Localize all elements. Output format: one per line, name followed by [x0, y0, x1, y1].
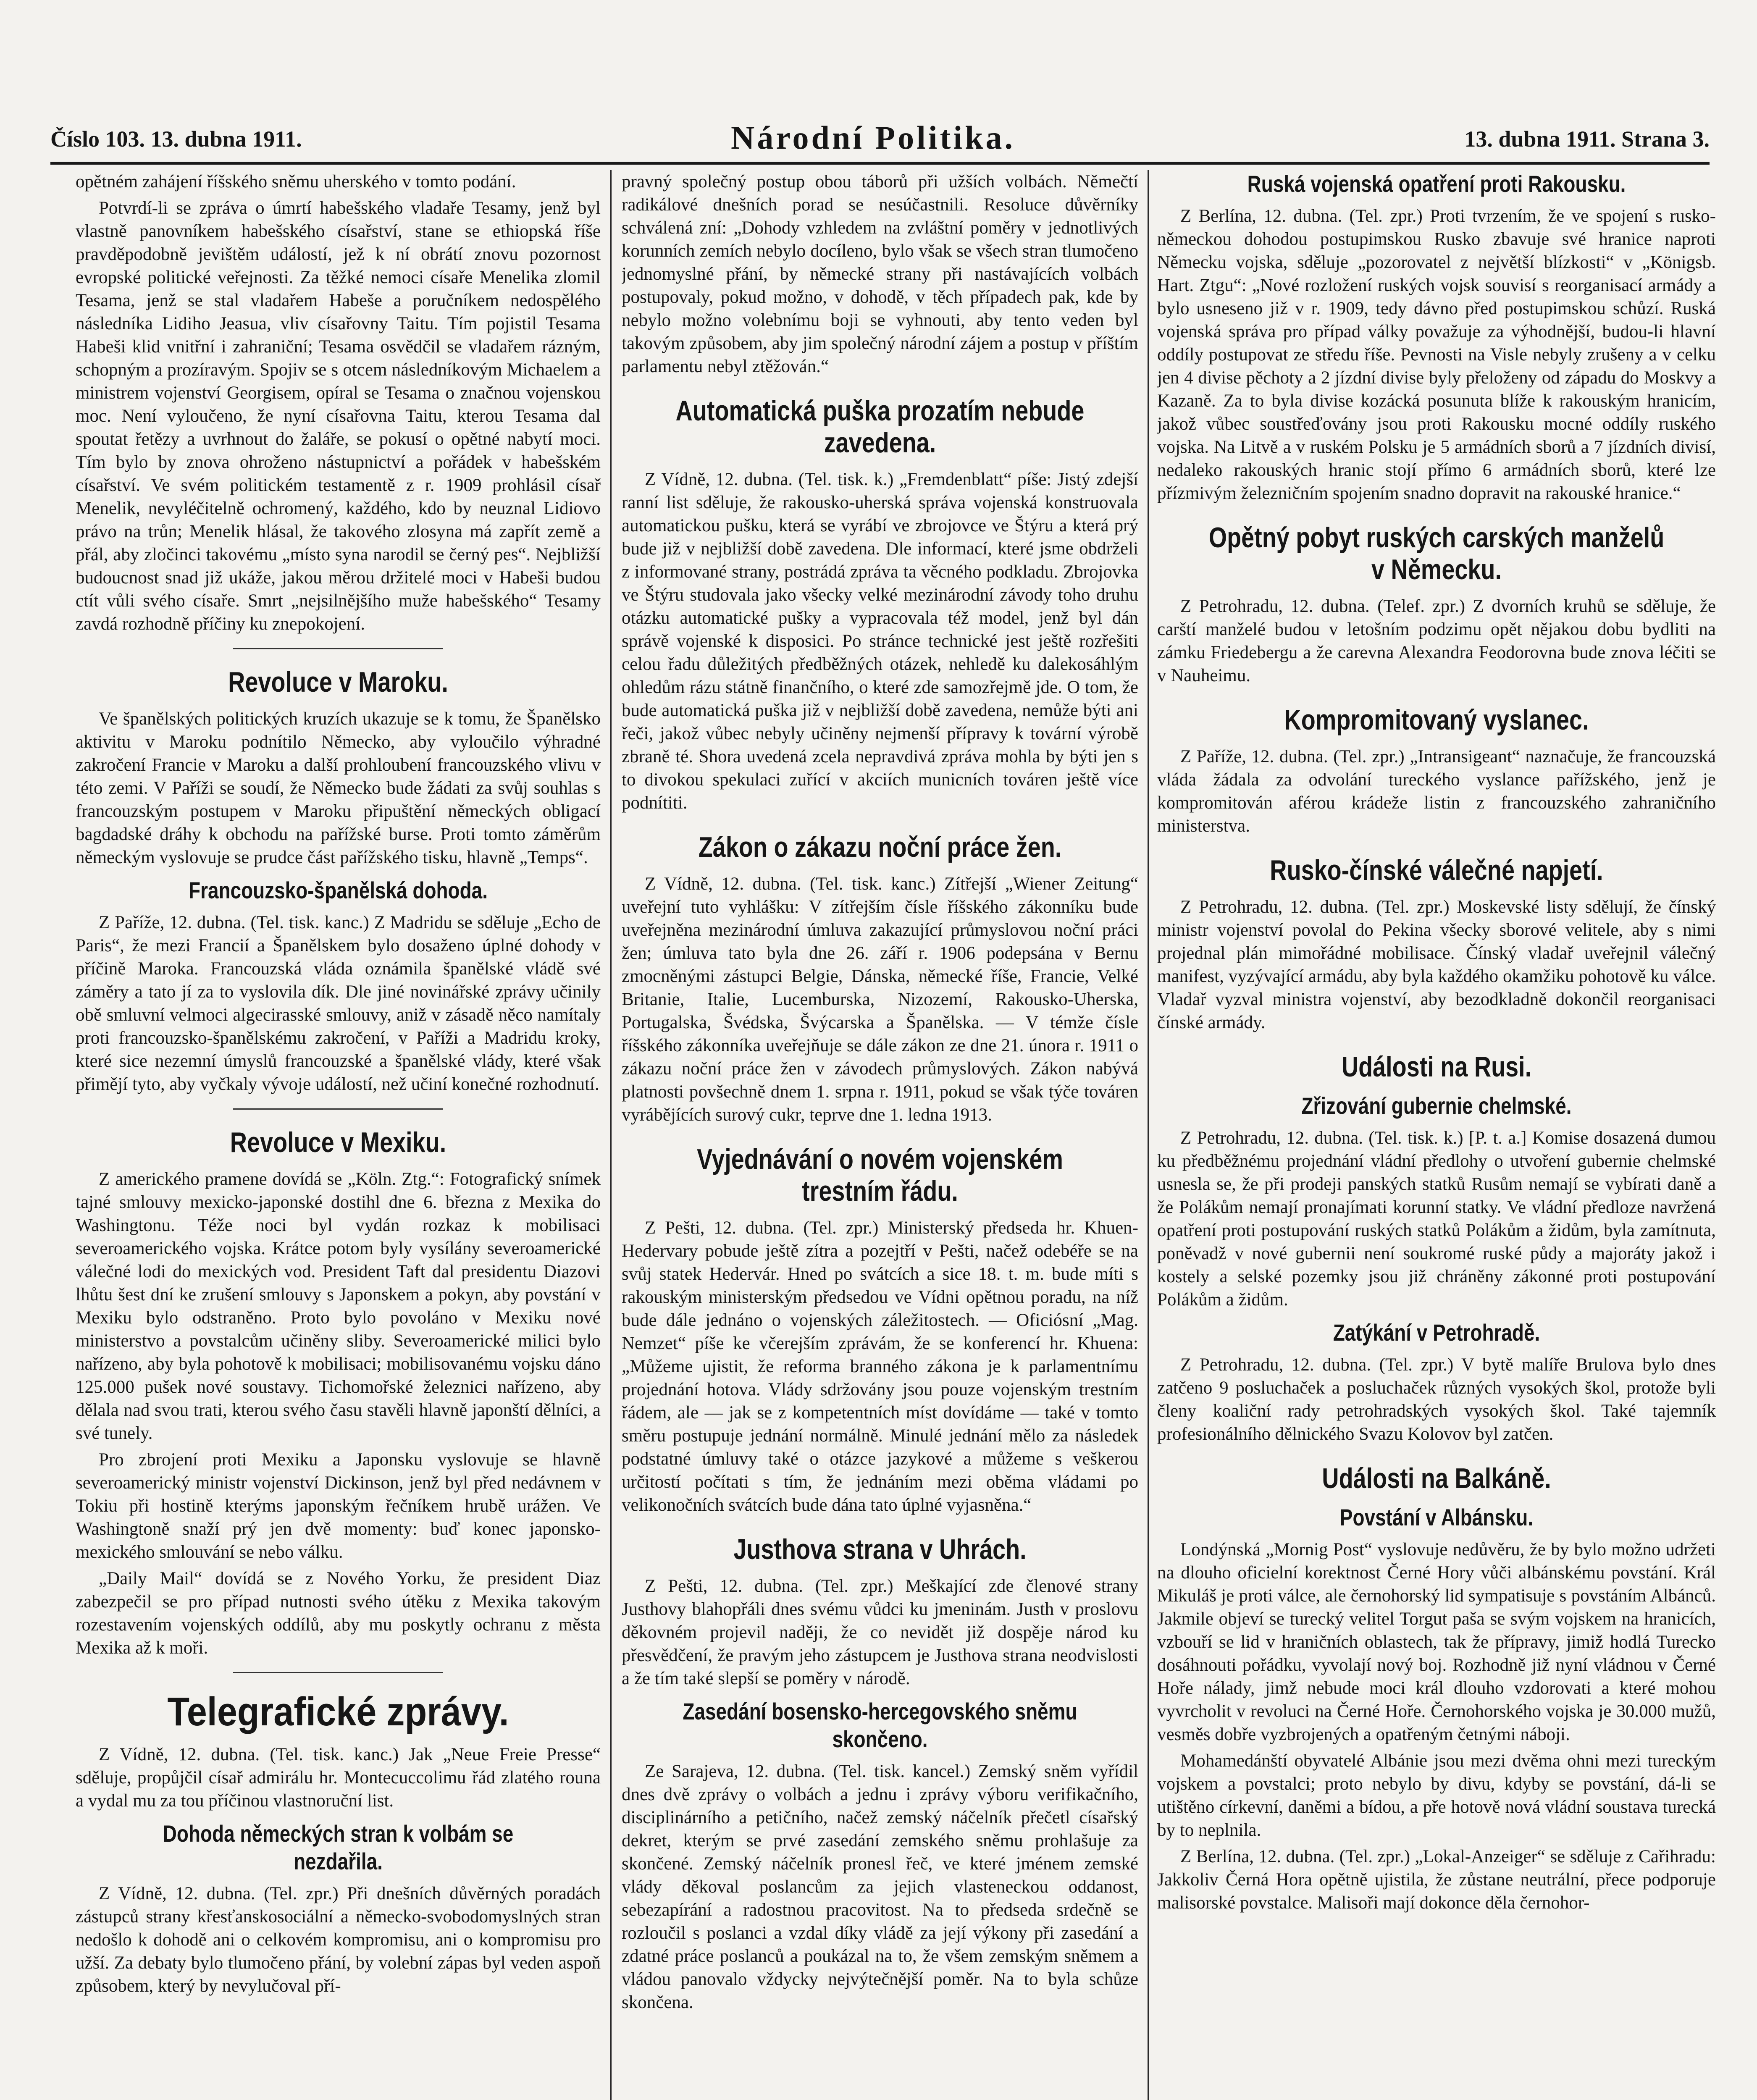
article-divider	[233, 1108, 443, 1110]
article-text: Z Petrohradu, 12. dubna. (Tel. tisk. k.) [P. t. a.] Komise dosazená dumou ku předběžnému projednání vládní předlohy o utvoření gubernie chelmské usnesla se, že při prodeji panských statků Rusům nemají se vybírati daně a že Polákům nemají pronajímati korunní statky. Ve vládní předloze navržená opatření proti postupování ruských statků Polákům a židům, byla zamítnuta, poněvadž v nové gubernii není soukromé ruské půdy a majoráty jakož i kostely a selské pozemky jsou již chráněny zákonné proti postupování Polákům a židům.	[1157, 1128, 1716, 1310]
article-text: Ze Sarajeva, 12. dubna. (Tel. tisk. kancel.) Zemský sněm vyřídil dnes dvě zprávy o volbách a jednu i zprávy výboru verifikačního, disciplinárního a petičního, načež zemský náčelník přečetl císařský dekret, kterým se prvé zasedání zemského sněmu prohlašuje za skončené. Zemský náčelník pronesl řeč, ve které jménem zemské vlády děkoval poslancům za jejich vlasteneckou oddanost, sebezapírání a radostnou pracovitost. Na to předseda srdečně se rozloučil s poslanci a vzdal díky vládě za její výkony při zasedání a zdatné práce poslanců a poukázal na to, že všem zemským sněmem a vládou panovalo vždycky nejvýtečnější poměr. Na to byla schůze skončena.	[622, 1761, 1138, 2012]
article-text: Z amerického pramene dovídá se „Köln. Ztg.“: Fotografický snímek tajné smlouvy mexicko-japonské dostihl dne 6. března z Mexika do Washingtonu. Téže noci byl vydán rozkaz k mobilisaci severoamerického vojska. Krátce potom byly vysílány severoamerické válečné lodi do mexických vod. President Taft dal presidentu Diazovi lhůtu šest dní ke zrušení smlouvy s Japonskem a pokyn, aby povstání v Mexiku bylo odstraněno. Proto bylo povoláno v Mexiku nové ministerstvo a povstalcům učiněny sliby. Severoamerické milici bylo nařízeno, aby byla pohotově k mobilisaci; mobilisovanému vojsku dáno 125.000 pušek nové soustavy. Tichomořské železnici nařízeno, aby dělala nad svou trati, kterou svého času stavěli hlavně japonští dělníci, a své tunely.	[76, 1169, 601, 1443]
headline-kompromitovany-vyslanec: Kompromitovaný vyslanec.	[1284, 704, 1589, 736]
article-text: Z Petrohradu, 12. dubna. (Tel. zpr.) V bytě malíře Brulova bylo dnes zatčeno 9 posluchaček a posluchaček různých vysokých škol, protože byli členy koaliční rady petrohradských vysokých škol. Také tajemník profesionálního dělnického Svazu Kolovov byl zatčen.	[1157, 1355, 1716, 1444]
article-text: Z Petrohradu, 12. dubna. (Telef. zpr.) Z dvorních kruhů se sděluje, že carští manželé budou v letošním podzimu opět nějakou dobu bydliti na zámku Friedebergu a že carevna Alexandra Feodorovna bude znova léčiti se v Nauheimu.	[1157, 596, 1716, 685]
headline-ruska-opatreni: Ruská vojenská opatření proti Rakousku.	[1247, 171, 1626, 197]
article-text: Z Berlína, 12. dubna. (Tel. zpr.) Proti tvrzením, že ve spojení s rusko-německou dohodou postupimskou Rusko zbavuje své hranice naproti Německu vojska, sděluje „pozorovatel z největší blízkosti“ v „Königsb. Hart. Ztgu“: „Nové rozložení ruských vojsk souvisí s reorganisací armády a bylo usneseno již v r. 1909, tedy dávno před postupimskou schůzí. Ruská vojenská správa pro případ války považuje za výhodnější, budou-li hlavní oddíly postupovat ze středu říše. Pevnosti na Visle nebyly zrušeny a v celku jen 4 divise pěchoty a 2 jízdní divise byly přeloženy od západu do Moskvy a Kazaně. Za to byla divise kozácká posunuta blíže k rakouským hranicím, jakož vůbec soustřeďovány jsou proti Rakousku mocné oddíly ruského vojska. Na Litvě a v ruském Polsku je 5 armádních sborů a 7 jízdních divisí, nedaleko rakouských hranic stojí přímo 6 armádních sborů, které lze přízmivým železničním spojením snadno dopravit na rakouské hranice.“	[1157, 206, 1716, 503]
headline-revoluce-maroko: Revoluce v Maroku.	[228, 666, 448, 698]
headline-dohoda-stran: Dohoda německých stran k volbám se nezdařila.	[163, 1820, 514, 1874]
article-divider	[233, 648, 443, 649]
column-rule	[610, 170, 612, 2100]
article-text: Z Vídně, 12. dubna. (Tel. tisk. kanc.) Jak „Neue Freie Presse“ sděluje, propůjčil císař admirálu hr. Montecuccolimu řád zlatého rouna a vydal mu za tou příčinou vlastnoruční list.	[76, 1745, 601, 1811]
article-divider	[233, 1672, 443, 1673]
headline-rusko-cinske-napeti: Rusko-čínské válečné napjetí.	[1270, 854, 1603, 886]
article-text: Pro zbrojení proti Mexiku a Japonsku vyslovuje se hlavně severoamerický ministr vojenství Dickinson, jenž byl před nedávnem v Tokiu při hostině kterýms japonským řečníkem hrubě urážen. Ve Washingtoně snaží prý jen dvě momenty: buď konec japonsko-mexického smlouvání se nebo válku.	[76, 1450, 601, 1562]
article-text: Z Pešti, 12. dubna. (Tel. zpr.) Ministerský předseda hr. Khuen-Hedervary pobude ještě zítra a pozejtří v Pešti, načež odebéře se na svůj statek Hedervár. Hned po svátcích a sice 18. t. m. bude míti s rakouským ministerským předsedou ve Vídni opětnou poradu, na níž bude dále jednáno o vojenských záležitostech. — Oficiósní „Mag. Nemzet“ píše ke včerejším zprávám, že se konferencí hr. Khuena: „Můžeme ujistit, že reforma branného zákona je k parlamentnímu projednání hotova. Vlády sdržovány jsou pouze vojenským trestním řádem, ale — jak se z kompetentních míst dovídáme — také v tomto směru postupuje jednání normálně. Minulé jednání mělo za následek podstatné úmluvy také o otázce jazykové a můžeme s veškerou určitostí počítati s tím, že jednáním mezi oběma vládami po velikonočních svátcích bude dána tato úplné vyjasněna.“	[622, 1218, 1138, 1515]
headline-udalosti-na-rusi: Události na Rusi.	[1341, 1051, 1532, 1083]
headline-trestni-rad: Vyjednávání o novém vojenském trestním řádu.	[697, 1143, 1063, 1207]
article-text: Z Petrohradu, 12. dubna. (Tel. zpr.) Moskevské listy sdělují, že čínský ministr vojenství povolal do Pekina všecky sborové velitele, aby s nimi projednal plán mimořádné mobilisace. Čínský vladař uveřejnil válečný manifest, vyzývající armádu, aby byla každého okamžiku pohotově ku válce. Vladař vyzval ministra vojenství, aby bezodkladně dokončil reorganisaci čínské armády.	[1157, 897, 1716, 1032]
subheadline-albansko: Povstání v Albánsku.	[1339, 1504, 1534, 1530]
article-text: Z Vídně, 12. dubna. (Tel. tisk. kanc.) Zítřejší „Wiener Zeitung“ uveřejní tuto vyhlášku: V zítřejším čísle říšského zákonníku bude uveřejněna mezinárodní úmluva zakazující průmyslovou noční práci žen; úmluva tato byla dne 26. září r. 1906 podepsána v Bernu zmocněnými zástupci Belgie, Dánska, německé říše, Francie, Velké Britanie, Italie, Lucemburska, Nizozemí, Rakousko-Uherska, Portugalska, Švédska, Švýcarska a Španělska. — V témže čísle říšského zákonníka uveřejňuje se dále zákon ze dne 21. února r. 1911 o zákazu noční práce žen v závodech průmyslových. Zákon nabývá platnosti povšechně dnem 1. srpna r. 1911, pokud se však týče továren vyrábějících surový cukr, teprve dne 1. ledna 1913.	[622, 874, 1138, 1125]
issue-number-date: Číslo 103. 13. dubna 1911.	[50, 126, 302, 152]
masthead	[50, 107, 1710, 165]
article-text: „Daily Mail“ dovídá se z Nového Yorku, že president Diaz zabezpečil se pro případ nutnosti svého útěku z Mexika takovým rozestavením vojenských oddílů, aby mu poskytly ochranu z města Mexika až k moři.	[76, 1569, 601, 1658]
column-rule	[1148, 170, 1149, 2100]
headline-telegraficke-zpravy: Telegrafické zprávy.	[167, 1689, 509, 1734]
article-text: Londýnská „Mornig Post“ vyslovuje nedůvěru, že by bylo možno udržeti na dlouho oficielní korektnost Černé Hory vůči albánskému povstání. Král Mikuláš je proti válce, ale černohorský lid sympatisuje s povstáním Albánců. Jakmile objeví se turecký velitel Torgut paša se svým vojskem na hranicích, vzbouří se lid v hraničních oblastech, tak že přípravy, jimiž hodlá Turecko dosáhnouti pořádku, vyvolají nový boj. Rozhodně již nyní vládnou v Černé Hoře nálady, jimž nebude moci král dlouho vzdorovati a které mohou vyvrcholit v revoluci na Černé Hoře. Černohorského vojska je 30.000 mužů, vesměs dobře vyzbrojených a opatřeným četnými náboji.	[1157, 1540, 1716, 1744]
subheadline-gubernie: Zřizování gubernie chelmské.	[1301, 1092, 1572, 1119]
article-text: Z Vídně, 12. dubna. (Tel. tisk. k.) „Fremdenblatt“ píše: Jistý zdejší ranní list sděluje, že rakousko-uherská správa vojenská konstruovala automatickou pušku, která se vyrábí ve zbrojovce ve Štýru a která prý bude již v nejbližší době zavedena. Dle informací, které jsme obdrželi z informované strany, postrádá zpráva ta věcného podkladu. Zbrojovka ve Štýru studovala jako všecky velké mezinárodní závody toho druhu otázku automatické pušky a vypracovala též model, jenž byl dán správě vojenské k disposici. Po stránce technické jest ještě rozřešiti celou řadu důležitých předběžných otázek, nehledě ku dalekosáhlým ohledům rázu státně finančního, o které zde samozřejmě jde. O tom, že bude automatická puška již v nejbližší době zavedena, nemůže býti ani řeči, jakož vůbec nebyly učiněny nejmenší přípravy k tovární výrobě zbraně té. Shora uvedená zcela nepravdivá zpráva mohla by býti jen s to divokou spekulaci zuřící v akciích municních továren ještě více podnítiti.	[622, 470, 1138, 813]
article-text: Z Paříže, 12. dubna. (Tel. zpr.) „Intransigeant“ naznačuje, že francouzská vláda žádala za odvolání tureckého vyslance pařížského, jenž je kompromitován aférou krádeže listin z francouzského zahraničního ministerstva.	[1157, 747, 1716, 836]
headline-udalosti-na-balkane: Události na Balkáně.	[1322, 1462, 1551, 1494]
article-text: Z Berlína, 12. dubna. (Tel. zpr.) „Lokal-Anzeiger“ se sděluje z Cařihradu: Jakkoliv Černá Hora opětně ujistila, že zůstane neutrální, přece podporuje malisorské povstalce. Malisoři mají dokonce děla černohor-	[1157, 1847, 1716, 1913]
subheadline-zatykani: Zatýkání v Petrohradě.	[1333, 1319, 1540, 1346]
headline-automaticka-puska: Automatická puška prozatím nebude zavedena.	[675, 395, 1085, 459]
article-text: Z Vídně, 12. dubna. (Tel. zpr.) Při dnešních důvěrných poradách zástupců strany křesťanskosociální a německo-svobodomyslných stran nedošlo k dohodě ani o celkovém kompromisu, ani o kompromisu pro užší. Za debaty bylo tlumočeno přání, by volební zápas byl veden aspoň způsobem, který by nevylučoval pří-	[76, 1884, 601, 1996]
newspaper-title: Národní Politika.	[731, 119, 1015, 156]
headline-revoluce-mexiko: Revoluce v Mexiku.	[230, 1126, 446, 1158]
subheadline-dohoda: Francouzsko-španělská dohoda.	[189, 877, 488, 903]
article-text: pravný společný postup obou táborů při užších volbách. Němečtí radikálové dnešních porad se nesúčastnili. Resoluce důvěrníky schválená zní: „Dohody vzhledem na zvláštní poměry v jednotlivých korunních zemích nebylo docíleno, bylo však se všech stran tlumočeno jednomyslné přání, by německé strany při nastávajících volbách postupovaly, pokud možno, v dohodě, v těch případech pak, kde by nebylo možno volebnímu boji se vyhnouti, aby tento veden byl takovým způsobem, aby jim společný národní zájem a postup v příštím parlamentu nebyl ztěžován.“	[622, 172, 1138, 376]
headline-zakon-nocni-prace: Zákon o zákazu noční práce žen.	[698, 831, 1062, 863]
column-1	[76, 170, 601, 2100]
article-text: Z Paříže, 12. dubna. (Tel. tisk. kanc.) Z Madridu se sděluje „Echo de Paris“, že mezi Francií a Španělskem bylo dosaženo úplné dohody v příčině Maroka. Francouzská vláda oznámila španělské vládě své záměry a tato jí za to vyslovila dík. Dle jiné novinářské zprávy učinily obě smluvní velmoci algecirasské smlouvy, aniž v zásadě něco namítaly proti francouzsko-španělskému zakročení, v Paříži a Madridu kroky, které sice nezemní úmyslů francouzské a španělské vlády, které však přimějí tyto, aby vyčkaly vývoje událostí, než učiní konečné rozhodnutí.	[76, 913, 601, 1094]
column-2	[622, 170, 1138, 2100]
article-text: Mohamedánští obyvatelé Albánie jsou mezi dvěma ohni mezi tureckým vojskem a povstalci; proto nebylo by divu, kdyby se povstání, dá-li se utištěno církevní, daněmi a bídou, a pře hotově nová vládní soustava turecká by to neplnila.	[1157, 1751, 1716, 1840]
article-habes: Potvrdí-li se zpráva o úmrtí habešského vladaře Tesamy, jenž byl vlastně panovníkem habešského císařství, stane se ethiopská říše pravděpodobně jevištěm událostí, jež k ní obrátí znovu pozornost evropské politické veřejnosti. Za těžké nemoci císaře Menelika zlomil Tesama, jenž se stal vladařem Habeše a poručníkem nedospělého následníka Lidiho Jeasua, vliv císařovny Taitu. Tím pojistil Tesama Habeši klid vnitřní i zahraniční; Tesama osvědčil se vladařem rázným, schopným a prozíravým. Spojiv se s otcem následníkovým Michaelem a ministrem vojenství Georgisem, opíral se Tesama o značnou vojenskou moc. Není vyloučeno, že nyní císařovna Taitu, kterou Tesama dal spoutat řetězy a uvrhnout do žaláře, se pokusí o opětné nabytí moci. Tím bylo by znova ohroženo nástupnictví a pořádek v habešském císařství. Ve svém politickém testamentě z r. 1909 prohlásil císař Menelik, nevyléčitelně ochromený, každého, kdo by neuznal Lidiovo právo na trůn; Menelik hlásal, že takového zlosyna má zapřít země a přál, aby zločinci takovému „místo syna narodil se černý pes“. Nejbližší budoucnost snad již ukáže, jakou měrou držitelé moci v Habeši budou ctít vůli svého císaře. Smrt „nejsilnějšího muže habešského“ Tesamy zavdá rozhodně příčiny ku znepokojení.	[76, 198, 601, 634]
article-text: Ve španělských politických kruzích ukazuje se k tomu, že Španělsko aktivitu v Maroku podnítilo Německo, aby vyloučilo výhradné zakročení Francie v Maroku a další prohloubení francouzského vlivu v této zemi. V Paříži se soudí, že Německo bude žádati za svůj souhlas s francouzským postupem v Maroku připuštění německých obligací bagdadské dráhy k obchodu na pařížské burse. Proti tomto záměrům německým vyslovuje se prudce část pařížského tisku, hlavně „Temps“.	[76, 709, 601, 867]
date-page-number: 13. dubna 1911. Strana 3.	[1464, 126, 1710, 152]
headline-carsti-manzele: Opětný pobyt ruských carských manželů v Německu.	[1208, 522, 1665, 585]
article-text: Z Pešti, 12. dubna. (Tel. zpr.) Meškající zde členové strany Justhovy blahopřáli dnes svému vůdci ku jmeninám. Justh v proslovu děkovném projevil naději, že co nevidět již dospěje národ ku přesvědčení, že pravým jeho zástupcem je Justhova strana neodvislosti a že tím také slepší se poměry v národě.	[622, 1576, 1138, 1688]
headline-zasedani-snemu: Zasedání bosensko-hercegovského sněmu skončeno.	[683, 1698, 1077, 1752]
headline-justhova-strana: Justhova strana v Uhrách.	[733, 1533, 1027, 1565]
column-3	[1157, 170, 1716, 2100]
article-text: opětném zahájení říšského sněmu uherského v tomto podání.	[76, 172, 516, 192]
